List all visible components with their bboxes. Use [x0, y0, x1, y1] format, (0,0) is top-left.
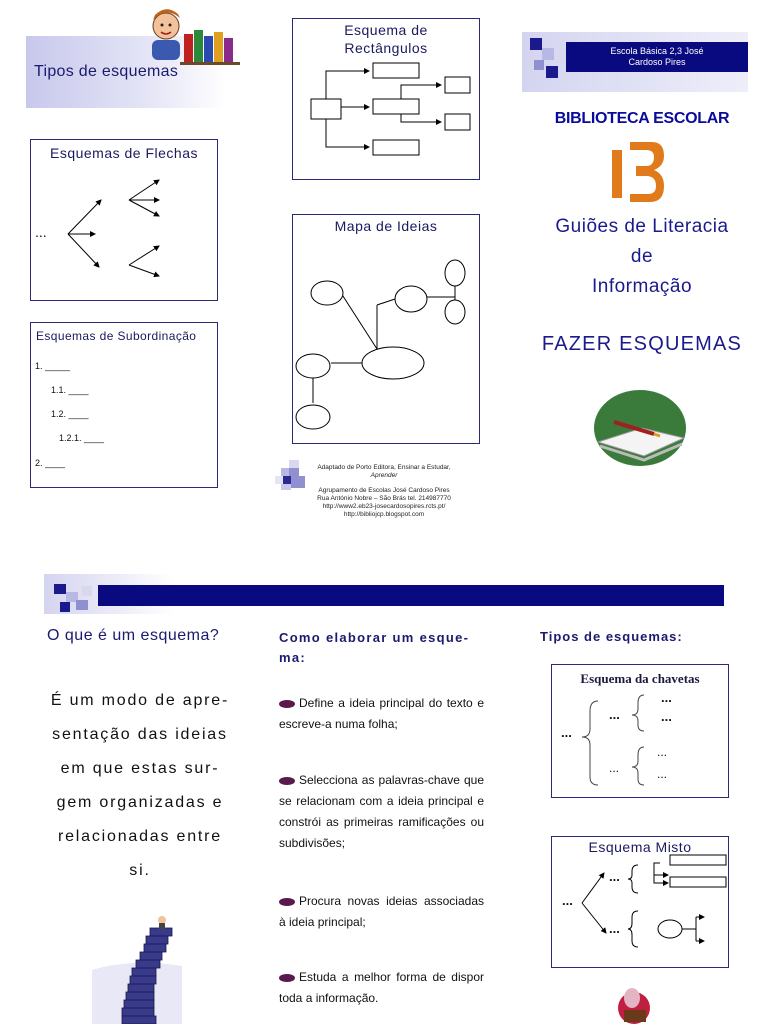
book-and-pen-illustration	[592, 388, 688, 468]
brace-ellipsis: ...	[609, 761, 620, 775]
mixed-diagram-card	[551, 836, 729, 968]
idea-map-title: Mapa de Ideias	[334, 218, 438, 234]
answer-line: si.	[129, 862, 151, 879]
bullet-icon	[279, 898, 295, 906]
subordination-item: 2. ____	[35, 458, 66, 468]
step-text: Define a ideia principal do texto e escreve-a numa folha;	[279, 696, 484, 731]
guide-title-line: de	[630, 246, 654, 267]
guide-title-line: Informação	[591, 276, 693, 297]
credits-block	[306, 464, 462, 519]
subordination-card	[30, 322, 218, 488]
brace-ellipsis: ...	[609, 707, 620, 722]
guide-title-line: Guiões de Literacia	[555, 216, 729, 237]
credits-link[interactable]: http://bibliojcp.blogspot.com	[343, 511, 425, 518]
divider-bar	[98, 585, 724, 606]
brace-diagram-graphic	[552, 665, 728, 797]
answer-text	[40, 684, 240, 888]
how-to-title-line: Como elaborar um esque-	[279, 630, 470, 645]
step-text: Selecciona as palavras-chave que se relacionam com a ideia principal e constrói as primeiras ramificações ou subdivisões;	[279, 773, 484, 850]
step-item	[279, 891, 484, 933]
bullet-icon	[279, 777, 295, 785]
brace-ellipsis: ...	[657, 745, 668, 759]
book-worm-illustration	[612, 984, 656, 1024]
arrow-diagram-graphic	[31, 140, 217, 300]
rectangle-diagram-card	[292, 18, 480, 180]
mixed-diagram-graphic	[552, 837, 728, 967]
step-text: Estuda a melhor forma de dispor toda a informação.	[279, 970, 484, 1005]
rectangle-diagram-title-2: Rectângulos	[344, 40, 428, 56]
types-title: Tipos de esquemas:	[540, 629, 683, 644]
brace-ellipsis: ...	[657, 767, 668, 781]
subordination-item: 1.1. ____	[51, 385, 89, 395]
credits-line: Rua António Nobre – São Brás tel. 214987770	[317, 495, 451, 502]
mixed-ellipsis: ...	[609, 869, 620, 884]
credits-link[interactable]: http://www2.eb23-josecardosopires.rcts.pt/	[322, 503, 446, 510]
arrow-diagram-title: Esquemas de Flechas	[49, 145, 199, 161]
bullet-icon	[279, 700, 295, 708]
library-title: BIBLIOTECA ESCOLAR	[554, 110, 730, 127]
step-item	[279, 967, 484, 1009]
stairs-of-books-illustration	[92, 914, 182, 1024]
mixed-diagram-title: Esquema Misto	[588, 839, 692, 855]
step-item	[279, 693, 484, 735]
answer-line: É um modo de apre-	[50, 692, 230, 709]
credits-line: Adaptado de Porto Editora, Ensinar a Estudar,	[317, 464, 451, 471]
brace-ellipsis: ...	[661, 690, 672, 705]
credits-line: Aprender	[370, 472, 398, 479]
arrow-diagram-card	[30, 139, 218, 301]
idea-map-card	[292, 214, 480, 444]
school-name-line: Cardoso Pires	[628, 57, 686, 67]
subordination-item: 1.2. ____	[51, 409, 89, 419]
library-logo	[612, 142, 666, 202]
idea-map-graphic	[293, 215, 479, 443]
school-logo-squares	[530, 38, 570, 78]
subject-title: FAZER ESQUEMAS	[541, 333, 743, 355]
brace-ellipsis: ...	[561, 725, 572, 740]
boy-with-books-illustration	[140, 6, 245, 66]
guide-title	[522, 212, 762, 302]
question-title: O que é um esquema?	[47, 627, 220, 644]
answer-line: gem organizadas e	[56, 794, 224, 811]
brace-diagram-card	[551, 664, 729, 798]
rectangle-diagram-graphic	[293, 19, 479, 179]
brace-ellipsis: ...	[661, 709, 672, 724]
how-to-title-line: ma:	[279, 650, 307, 665]
subordination-title: Esquemas de Subordinação	[36, 329, 197, 343]
subordination-item: 1. _____	[35, 361, 71, 371]
arrow-diagram-ellipsis: ...	[35, 224, 47, 240]
school-name-line: Escola Básica 2,3 José	[610, 46, 704, 56]
mixed-ellipsis: ...	[562, 893, 573, 908]
step-item	[279, 770, 484, 854]
answer-line: relacionadas entre	[57, 828, 223, 845]
answer-line: sentação das ideias	[52, 726, 228, 743]
credits-logo-squares	[275, 460, 309, 492]
divider-squares	[48, 580, 98, 614]
how-to-title	[279, 628, 489, 668]
bullet-icon	[279, 974, 295, 982]
subordination-item: 1.2.1. ____	[59, 433, 105, 443]
mixed-ellipsis: ...	[609, 921, 620, 936]
step-text: Procura novas ideias associadas à ideia principal;	[279, 894, 484, 929]
school-name	[566, 46, 748, 68]
rectangle-diagram-title-1: Esquema de	[344, 22, 428, 38]
left-header-title: Tipos de esquemas	[34, 63, 179, 80]
credits-line: Agrupamento de Escolas José Cardoso Pires	[318, 487, 450, 494]
answer-line: em que estas sur-	[60, 760, 220, 777]
brace-diagram-title: Esquema da chavetas	[580, 671, 700, 686]
